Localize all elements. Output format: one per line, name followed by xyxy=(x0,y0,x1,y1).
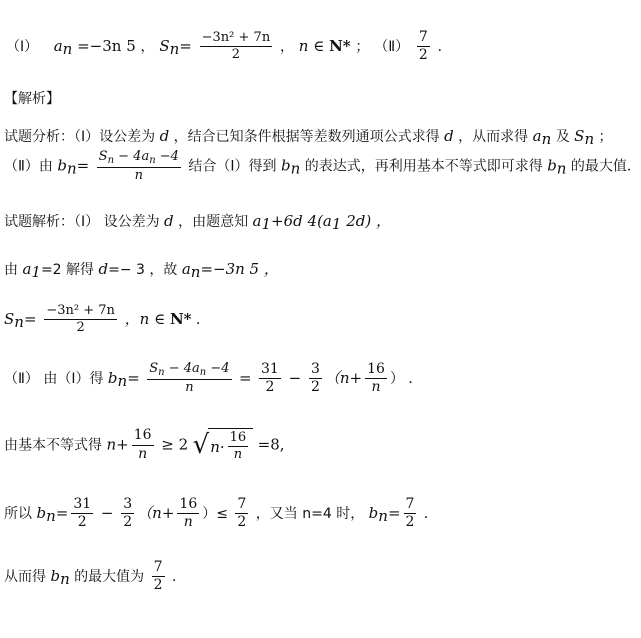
naturals-symbol: N* xyxy=(329,36,351,55)
an-rhs: =−3n 5 xyxy=(77,36,136,55)
max-value-fraction: $\frac{7}{2}$ xyxy=(418,29,428,64)
sn-symbol: S xyxy=(159,36,170,55)
solution-line-6: 所以 $b_n=$ $\frac{31}{2}$ − $\frac{3}{2}$ （n+ $\frac{16}{n}$ ）≤ $\frac{7}{2}$ ，又当 n=4 时， $b_n=$ $\frac{7}{2}$ ． xyxy=(4,496,438,531)
sn-solution-fraction: $\frac{\text{−3n² + 7n}}{2}$ xyxy=(46,303,115,336)
solution-line-5: 由基本不等式得 n+ $\frac{16}{n}$ ≥ 2 √ n· $\frac{16}{n}$ =8, xyxy=(4,427,285,463)
square-root: √ n· $\frac{16}{n}$ xyxy=(193,428,254,463)
analysis-line-1: 试题分析：（Ⅰ）设公差为 d ，结合已知条件根据等差数列通项公式求得 d ，从而求得 $a_n$ 及 $S_n$ ； xyxy=(4,127,613,148)
an-symbol: a xyxy=(53,36,63,55)
analysis-line-2: （Ⅱ）由 $b_n=$ $\frac{S_n - 4a_n -4}{n}$ 结合（Ⅰ）得到 $b_n$ 的表达式，再利用基本不等式即可求得 $b_n$ 的最大值． xyxy=(4,149,641,183)
bn-definition-fraction: $\frac{S_n - 4a_n -4}{n}$ xyxy=(98,149,179,183)
part2-label: （Ⅱ） xyxy=(374,38,410,55)
solution-line-2: 由 $a_1=2$ 解得 d=− 3 ，故 $a_n=-3n$ 5 ， xyxy=(4,260,279,281)
sn-fraction: $\frac{\text{−3n² + 7n}}{2}$ xyxy=(201,30,271,63)
solution-line-1: 试题解析：（Ⅰ） 设公差为 d ，由题意知 $a_1+6d$ $4(a_1$ 2d) ， xyxy=(4,212,391,233)
solution-line-7: 从而得 $b_n$ 的最大值为 $\frac{7}{2}$ ． xyxy=(4,559,187,594)
section-header: 【解析】 xyxy=(4,91,60,107)
solution-line-4: （Ⅱ） 由（Ⅰ）得 $b_n=$ $\frac{S_n - 4a_n -4}{n}$ = $\frac{31}{2}$ − $\frac{3}{2}$ （n+ $\frac{16}{n}$ ） ． xyxy=(4,361,423,396)
part1-label: （Ⅰ） xyxy=(6,38,39,55)
answer-line: （Ⅰ） $a_n =-3n$ 5 ， $S_n=$ $\frac{\text{−3n² + 7n}}{2}$ ， n ∈ N* ； （Ⅱ） $\frac{7}{2}$ ． xyxy=(6,29,452,64)
bn-expression-fraction: $\frac{S_n - 4a_n -4}{n}$ xyxy=(149,361,230,396)
solution-line-3: $S_n=$ $\frac{\text{−3n² + 7n}}{2}$ ，n ∈ N* ． xyxy=(4,303,210,336)
